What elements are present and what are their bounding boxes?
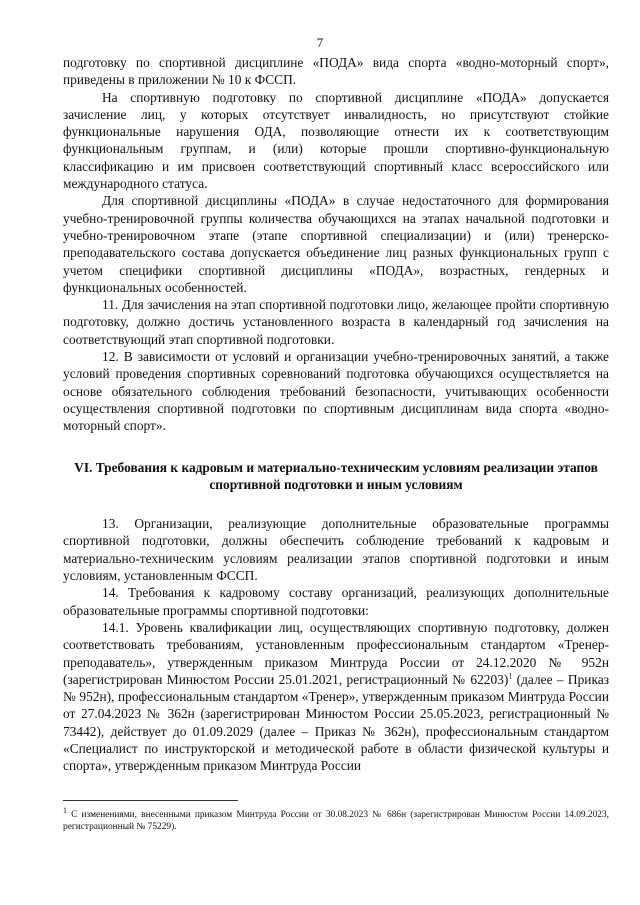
footnote-separator <box>63 800 238 801</box>
paragraph-poda-admission: На спортивную подготовку по спортивной дисциплине «ПОДА» допускается зачисление лиц, у которых отсутствует инвалидность, но присутствуют стойкие функциональные нарушения ОДА, позволяющие отнести их к соответствующим функциональным группам, и (или) которые прошли спортивно-функциональную классификацию и им присвоен соответствующий спортивный класс всероссийского или международного статуса. <box>63 89 609 192</box>
paragraph-item-11: 11. Для зачисления на этап спортивной подготовки лицо, желающее пройти спортивную подготовку, должно достичь установленного возраста в календарный год зачисления на соответствующий этап спортивной подготовки. <box>63 297 609 347</box>
footnote-reference: 1 <box>508 671 513 681</box>
paragraph-item-14-1-part1: 14.1. Уровень квалификации лиц, осуществляющих спортивную подготовку, должен соответствовать требованиям, установленным профессиональным стандартом «Тренер-преподаватель», утвержденным приказом Минтруда России от 24.12.2020 № 952н (зарегистрирован Минюстом России 25.01.2021, регистрационный № 62203) <box>63 619 609 687</box>
document-body <box>63 54 609 775</box>
paragraph-item-14-1-part2: (далее – Приказ № 952н), профессиональным стандартом «Тренер», утвержденным приказом Минтруда России от 27.04.2023 № 362н (зарегистрирован Минюстом России 25.05.2023, регистрационный № 73442), действует до 01.09.2029 (далее – Приказ № 362н), профессиональным стандартом «Специалист по инструкторской и методической работе в области физической культуры и спорта», утвержденным приказом Минтруда России <box>63 671 609 774</box>
page-number: 7 <box>316 35 324 50</box>
footnote-text: С изменениями, внесенными приказом Минтруда России от 30.08.2023 № 686н (зарегистрирован Минюстом России 14.09.2023, регистрационный № 75229). <box>63 810 610 832</box>
paragraph-item-14: 14. Требования к кадровому составу организаций, реализующих дополнительные образовательные программы спортивной подготовки: <box>63 585 609 618</box>
paragraph-poda-grouping: Для спортивной дисциплины «ПОДА» в случае недостаточного для формирования учебно-тренировочной группы количества обучающихся на этапах начальной подготовки и учебно-тренировочном этапе (этапе спортивной специализации) и (или) тренерско-преподавательского состава допускается объединение лиц разных функциональных групп с учетом специфики спортивной дисциплины «ПОДА», возрастных, гендерных и функциональных особенностей. <box>63 193 609 295</box>
footnote <box>63 805 610 833</box>
paragraph-continuation: подготовку по спортивной дисциплине «ПОДА» вида спорта «водно-моторный спорт», приведены в приложении № 10 к ФССП. <box>63 55 609 88</box>
footnote-marker: 1 <box>63 805 67 815</box>
paragraph-item-14-1 <box>63 619 609 775</box>
paragraph-item-12: 12. В зависимости от условий и организации учебно-тренировочных занятий, а также условий проведения спортивных соревнований подготовка обучающихся осуществляется на основе обязательного соблюдения требований безопасности, учитывающих особенности осуществления спортивной подготовки по спортивным дисциплинам вида спорта «водно-моторный спорт». <box>63 349 609 434</box>
section-heading: VI. Требования к кадровым и материально-техническим условиям реализации этапов спортивной подготовки и иным условиям <box>74 459 598 492</box>
paragraph-item-13: 13. Организации, реализующие дополнительные образовательные программы спортивной подготовки, должны обеспечить соблюдение требований к кадровым и материально-техническим условиям реализации этапов спортивной подготовки и иным условиям, установленным ФССП. <box>63 516 609 584</box>
